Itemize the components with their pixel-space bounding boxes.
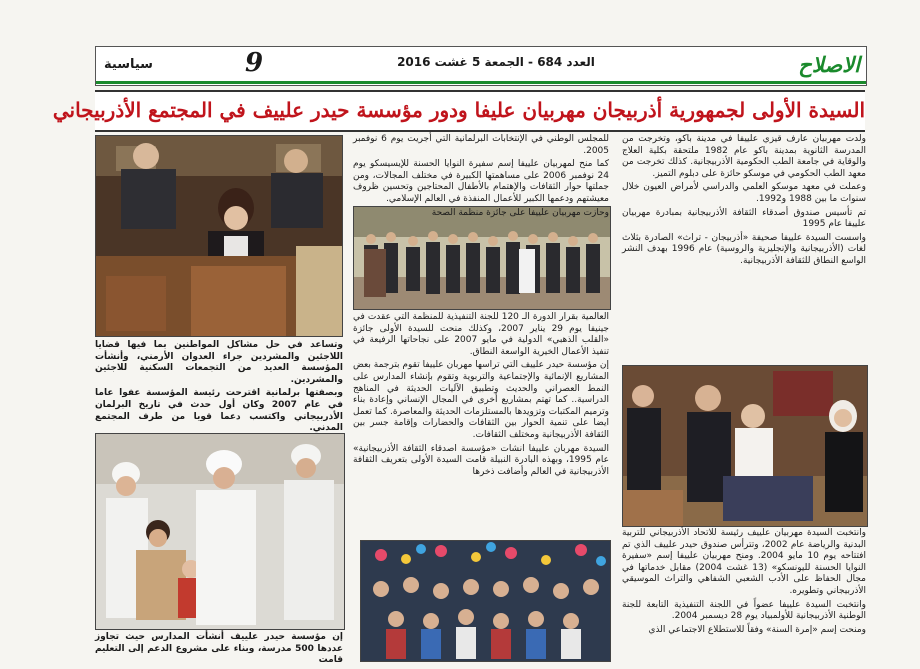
group-photo-illustration	[354, 207, 610, 309]
section-label: سياسية	[104, 57, 153, 72]
vatican-photo-illustration	[623, 366, 867, 526]
party-photo-illustration	[361, 541, 610, 661]
page-number: 9	[244, 48, 264, 78]
paragraph: وانتخبت السيدة مهربيان علييف رئيسة للاتحاد الأذربيجاني للتربية البدنية والرياضة عام 2002، وتترأس صندوق حيدر علييف الذي تم افتتاحه يوم 10 مايو 2004. ومنح مهربيان علييفا إسم «سفيرة النوايا الحسنة لليونسكو» (13 غشت 2004) مقابل خدماتها في مجال الحفاظ على الأدب الشعبي الشفاهي والتراث الموسيقي الأذربيجاني وتطويره.	[622, 528, 866, 596]
newspaper-logo: الاصلاح	[798, 52, 860, 77]
masthead-rule	[96, 81, 866, 84]
photo-group-meeting	[353, 206, 611, 310]
paragraph: وحازت مهربيان علييفا على جائزة منظمة الصحة	[431, 207, 609, 218]
masthead	[95, 46, 867, 86]
column-left-middle	[95, 340, 343, 434]
article-headline: السيدة الأولى لجمهورية أذربيجان مهربيان عليفا ودور مؤسسة حيدر علييف في المجتمع الأذربيجاني	[52, 98, 865, 122]
paragraph: إن مؤسسة حيدر علييف التي تراسها مهربان علييفا تقوم بترجمة بعض المشاريع الإنمائية والإجتماعية والتربوية وتقوم بإنشاء المدارس على النمط العصراني والحديث وتطبيق الآليات الحديثة في المناهج الدراسية.. كما تهتم بمشاريع أخرى في المجال الإنساني وإعادة بناء وترميم المكتبات وتزويدها بالمستلزمات الحديثة والمعاصرة. كما تعمل ايضا على تنمية الحوار بين الثقافات والحضارات وإقامة جسر بين الثقافة الأذربيجانية ومختلف الثقافات.	[353, 360, 609, 440]
paragraph: إن مؤسسة حيدر علييف أنشأت المدارس حيث تجاوز عددها 500 مدرسة، وبناء على مشروع الدعم إلى التعليم قامت	[95, 632, 343, 666]
paragraph: تم تأسيس صندوق أصدقاء الثقافة الأذربيجانية بمبادرة مهربيان علييفا عام 1995	[622, 207, 866, 230]
column-middle-top	[353, 134, 609, 218]
paragraph: السيدة مهربان علييفا انشات «مؤسسة اصدقاء الثقافة الأذربيجانية» عام 1995، وبهذه البادرة النبيلة قامت السيدة الأولى بتعريف الثقافة الأذربيجانية في العالم وأضافت ذخرها	[353, 443, 610, 477]
paragraph: كما منح لمهربيان علييفا إسم سفيرة النوايا الحسنة للإيسيسكو يوم 24 نوفمبر 2006 على مساهمتها الكبيرة في مختلف المجالات، ومن جملتها حوار الثقافات والإهتمام بالأطفال المحتاجين وتحسين ظروف معيشتهم ودعمها الكبير للأعمال المنفذة في العالم الإسلامي.	[353, 159, 609, 204]
photo-children-event	[360, 540, 611, 662]
issue-info: العدد 684 - الجمعة 5 غشت 2016	[397, 55, 595, 69]
photo-vaccination-clinic	[95, 433, 345, 630]
column-right-top	[622, 134, 866, 362]
photo-parliament-session	[95, 135, 343, 337]
paragraph: وتساعد في حل مشاكل المواطنين بما فيها قضايا اللاجئين والمشردين جراء العدوان الأرمني، وأنشأت المؤسسة العديد من التجمعات السكنية للاجئين والمشردين.	[95, 340, 343, 385]
column-left-bottom	[95, 632, 343, 666]
parliament-photo-illustration	[96, 136, 342, 336]
paragraph: للمجلس الوطني في الإنتخابات البرلمانية التي أجريت يوم 6 نوفمبر 2005.	[353, 134, 609, 156]
paragraph: وانتخبت السيدة علييفا عضواً في اللجنة التنفيذية التابعة للجنة الوطنية الأذربيجانية للأولمبياد يوم 28 ديسمبر 2004.	[622, 599, 866, 622]
paragraph: ولدت مهربيان عارف قيزي علييفا في مدينة باكو، وتخرجت من المدرسة الثانوية بمدينة باكو عام 1982 ملتحقة بكلية العلاج والوقاية في جامعة الطب الحكومية الأذربيجانية. كذلك تخرجت من معهد الطب الحكومي في موسكو حائزة على دبلوم التميز.	[622, 134, 866, 179]
paragraph: وبصفتها برلمانية اقترحت رئيسة المؤسسة عفوا عاما في عام 2007 وكان أول حدث في تاريخ البرلمان الأذربيجاني واكتسب دعما قويا من طرف المجتمع المدني.	[95, 388, 343, 434]
paragraph: وعملت في معهد موسكو العلمي والدراسي لأمراض العيون خلال سنوات ما بين 1988 و1992.	[622, 182, 866, 204]
paragraph: واسست السيدة علييفا صحيفة «أذربيجان - تراث» الصادرة بثلاث لغات (الأذربيجانية والإنجليزية والروسية) عام 1996 بهدف النشر الواسع النطاق للثقافة الأذربيجانية.	[622, 232, 866, 266]
photo-vatican-meeting	[622, 365, 868, 527]
clinic-photo-illustration	[96, 434, 344, 629]
paragraph: العالمية بقرار الدورة الـ 120 للجنة التنفيذية للمنظمة التي عقدت في جينيفا يوم 29 يناير 2007، وكذلك منحت للسيدة الأولى جائزة «القلب الذهبي» الدولية في مايو 2007 على نجاحاتها الرفيعة في تنفيذ الأعمال الخيرية الواسعة النطاق.	[353, 312, 610, 357]
column-right-bottom	[622, 528, 866, 664]
paragraph: ومنحت إسم «إمرة السنة» وفقاً للاستطلاع الاجتماعي الذي	[648, 624, 866, 635]
column-middle-body	[353, 312, 609, 537]
headline-box	[52, 90, 865, 132]
